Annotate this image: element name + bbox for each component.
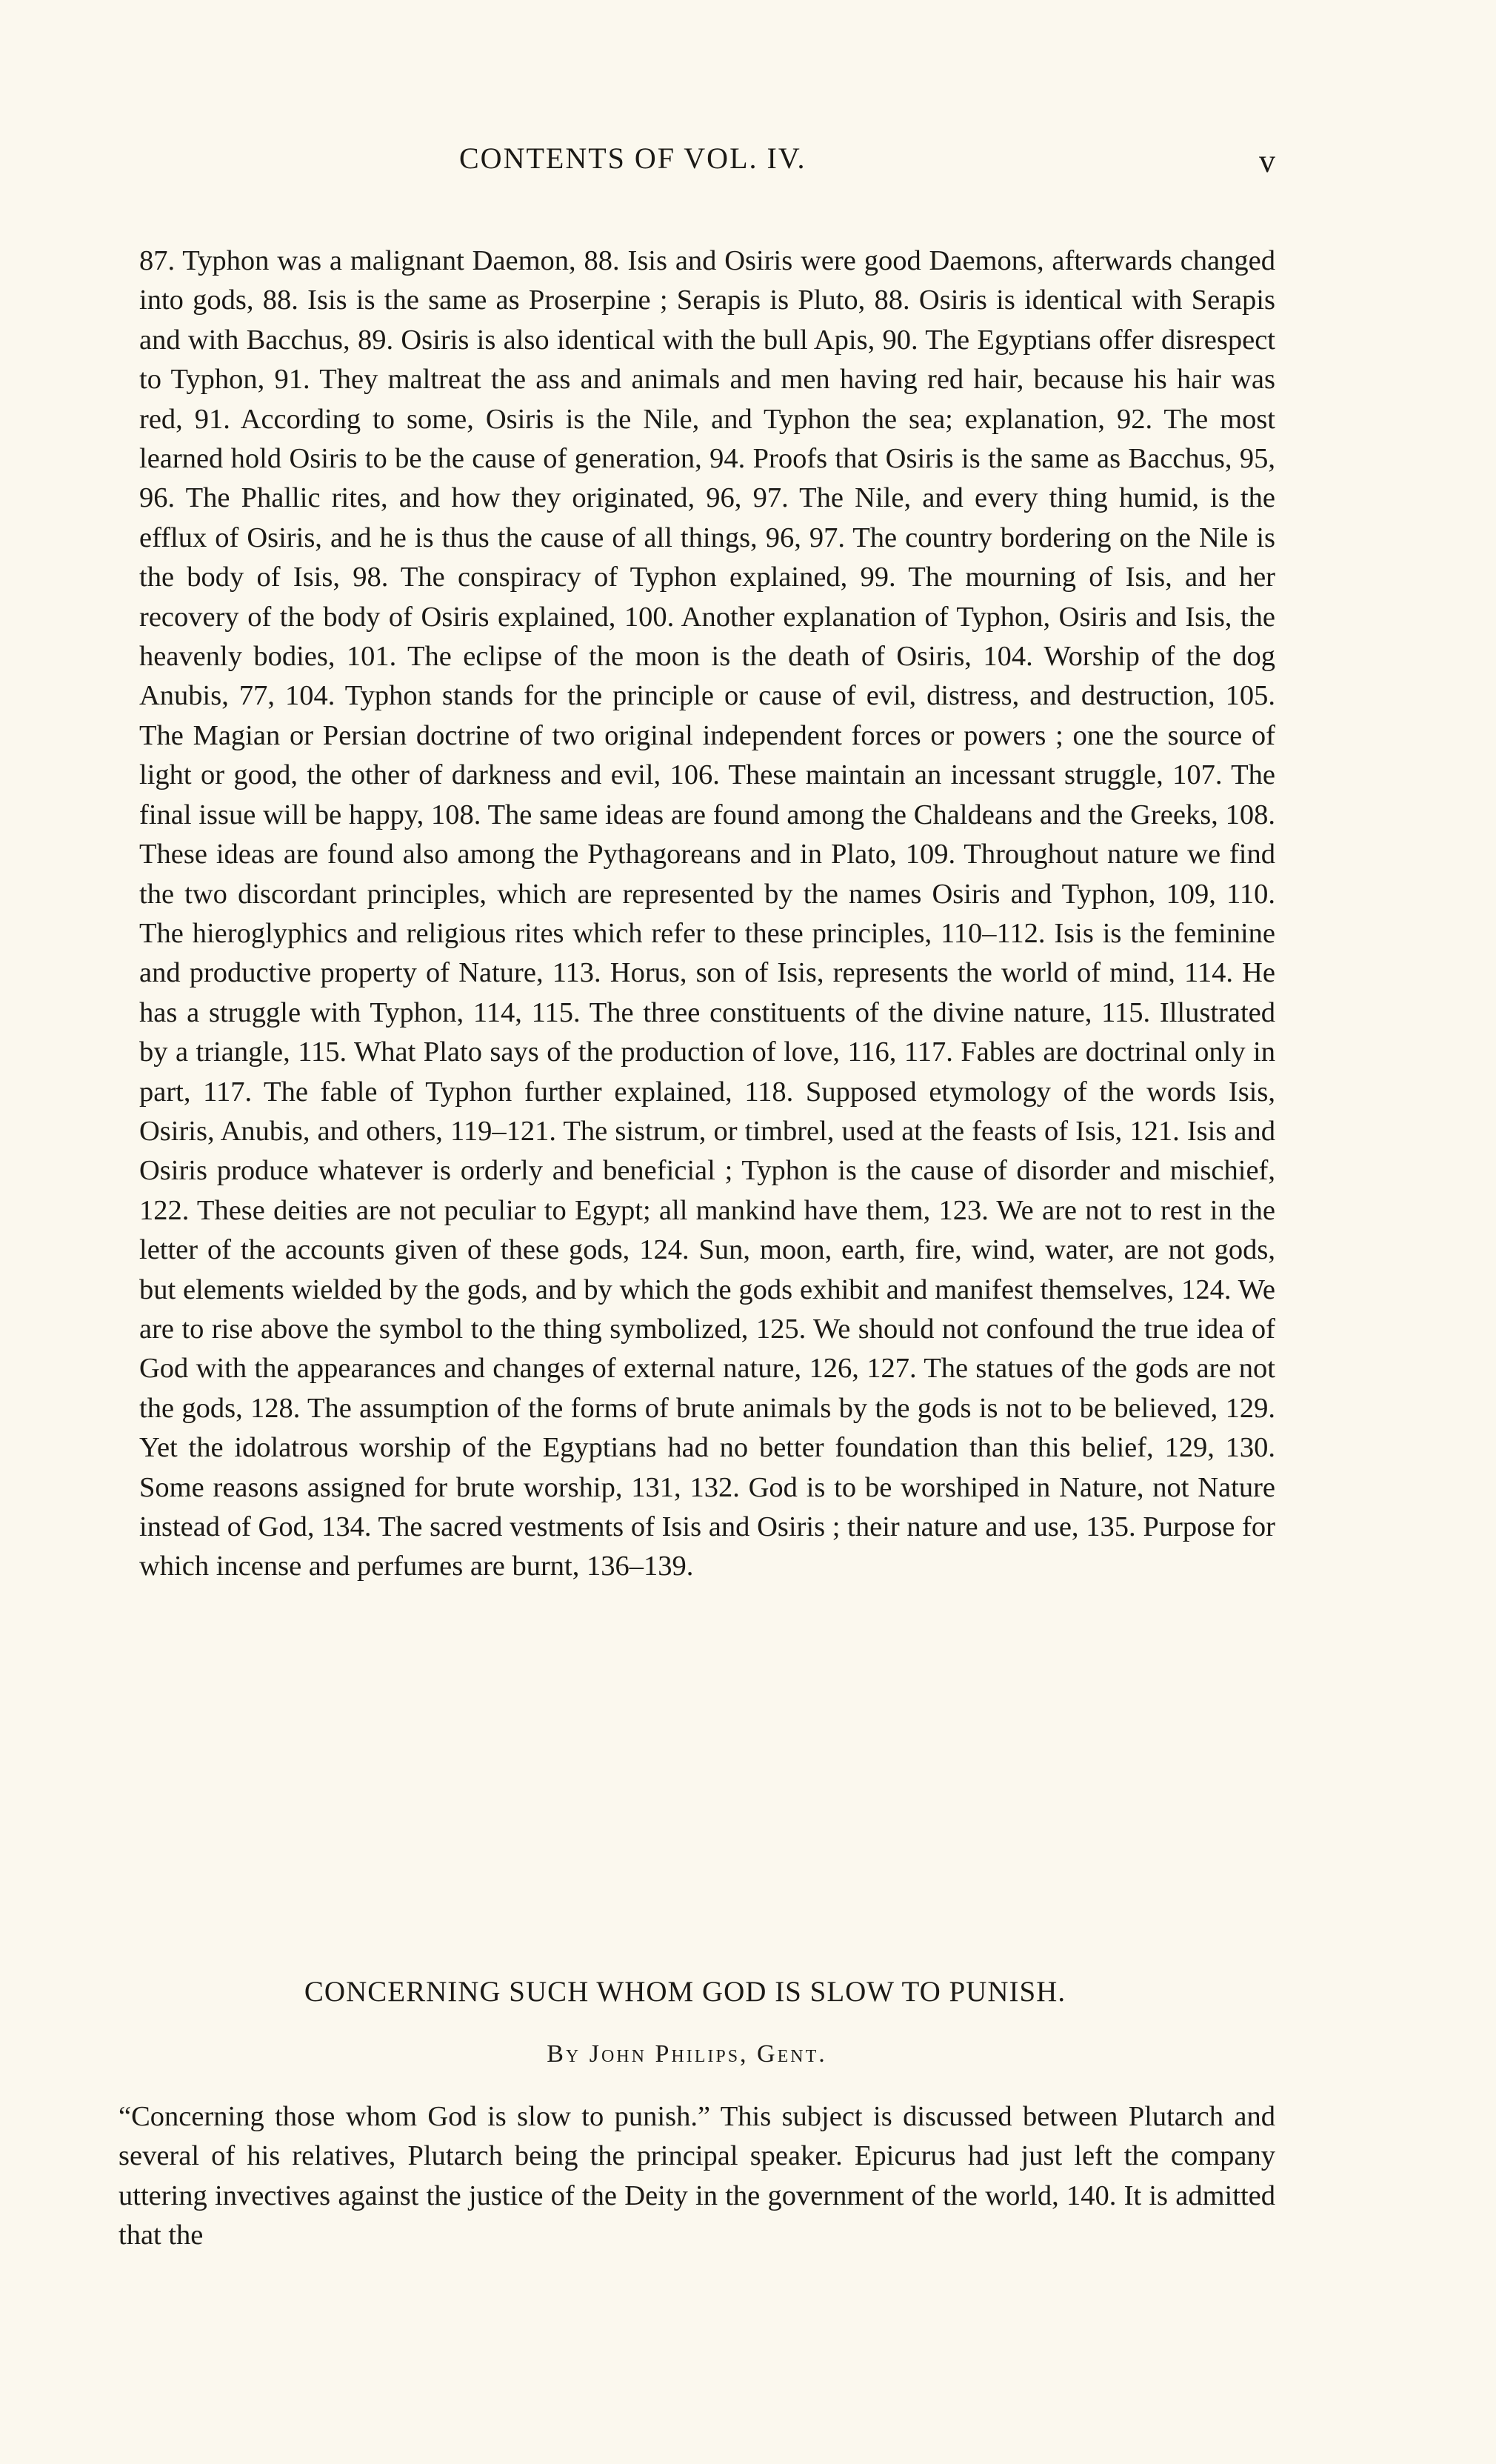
running-head: CONTENTS OF VOL. IV. — [459, 141, 807, 175]
contents-continued-paragraph: 87. Typhon was a malignant Daemon, 88. Isis and Osiris were good Daemons, afterwards changed into gods, 88. Isis is the same as Proserpine ; Serapis is Pluto, 88. Osiris is identical with Serapis and with Bacchus, 89. Osiris is also identical with the bull Apis, 90. The Egyptians offer disrespect to Typhon, 91. They maltreat the ass and animals and men having red hair, because his hair was red, 91. According to some, Osiris is the Nile, and Typhon the sea; explanation, 92. The most learned hold Osiris to be the cause of generation, 94. Proofs that Osiris is the same as Bacchus, 95, 96. The Phallic rites, and how they originated, 96, 97. The Nile, and every thing humid, is the efflux of Osiris, and he is thus the cause of all things, 96, 97. The country bordering on the Nile is the body of Isis, 98. The conspiracy of Typhon explained, 99. The mourning of Isis, and her recovery of the body of Osiris explained, 100. Another explanation of Typhon, Osiris and Isis, the heavenly bodies, 101. The eclipse of the moon is the death of Osiris, 104. Worship of the dog Anubis, 77, 104. Typhon stands for the principle or cause of evil, distress, and destruction, 105. The Magian or Persian doctrine of two original independent forces or powers ; one the source of light or good, the other of darkness and evil, 106. These maintain an incessant struggle, 107. The final issue will be happy, 108. The same ideas are found among the Chaldeans and the Greeks, 108. These ideas are found also among the Pythagoreans and in Plato, 109. Throughout nature we find the two discordant principles, which are represented by the names Osiris and Typhon, 109, 110. The hieroglyphics and religious rites which refer to these principles, 110–112. Isis is the feminine and productive property of Nature, 113. Horus, son of Isis, represents the world of mind, 114. He has a struggle with Typhon, 114, 115. The three constituents of the divine nature, 115. Illustrated by a triangle, 115. What Plato says of the production of love, 116, 117. Fables are doctrinal only in part, 117. The fable of Typhon further explained, 118. Supposed etymology of the words Isis, Osiris, Anubis, and others, 119–121. The sistrum, or timbrel, used at the feasts of Isis, 121. Isis and Osiris produce whatever is orderly and beneficial ; Typhon is the cause of disorder and mischief, 122. These deities are not peculiar to Egypt; all mankind have them, 123. We are not to rest in the letter of the accounts given of these gods, 124. Sun, moon, earth, fire, wind, water, are not gods, but elements wielded by the gods, and by which the gods exhibit and manifest themselves, 124. We are to rise above the symbol to the thing symbolized, 125. We should not confound the true idea of God with the appearances and changes of external nature, 126, 127. The statues of the gods are not the gods, 128. The assumption of the forms of brute animals by the gods is not to be believed, 129. Yet the idolatrous worship of the Egyptians had no better foundation than this belief, 129, 130. Some reasons assigned for brute worship, 131, 132. God is to be worshiped in Nature, not Nature instead of God, 134. The sacred vestments of Isis and Osiris ; their nature and use, 135. Purpose for which incense and perfumes are burnt, 136–139. — [139, 245, 1275, 1582]
section-summary-paragraph: “Concerning those whom God is slow to punish.” This subject is discussed between Plutarch and several of his relatives, Plutarch being the principal speaker. Epicurus had just left the company uttering invectives against the justice of the Deity in the government of the world, 140. It is admitted that the — [118, 2101, 1275, 2251]
section-byline: By John Philips, Gent. — [547, 2040, 827, 2068]
section-title: CONCERNING SUCH WHOM GOD IS SLOW TO PUNISH. — [304, 1976, 1066, 2008]
page-number: v — [1259, 143, 1275, 179]
